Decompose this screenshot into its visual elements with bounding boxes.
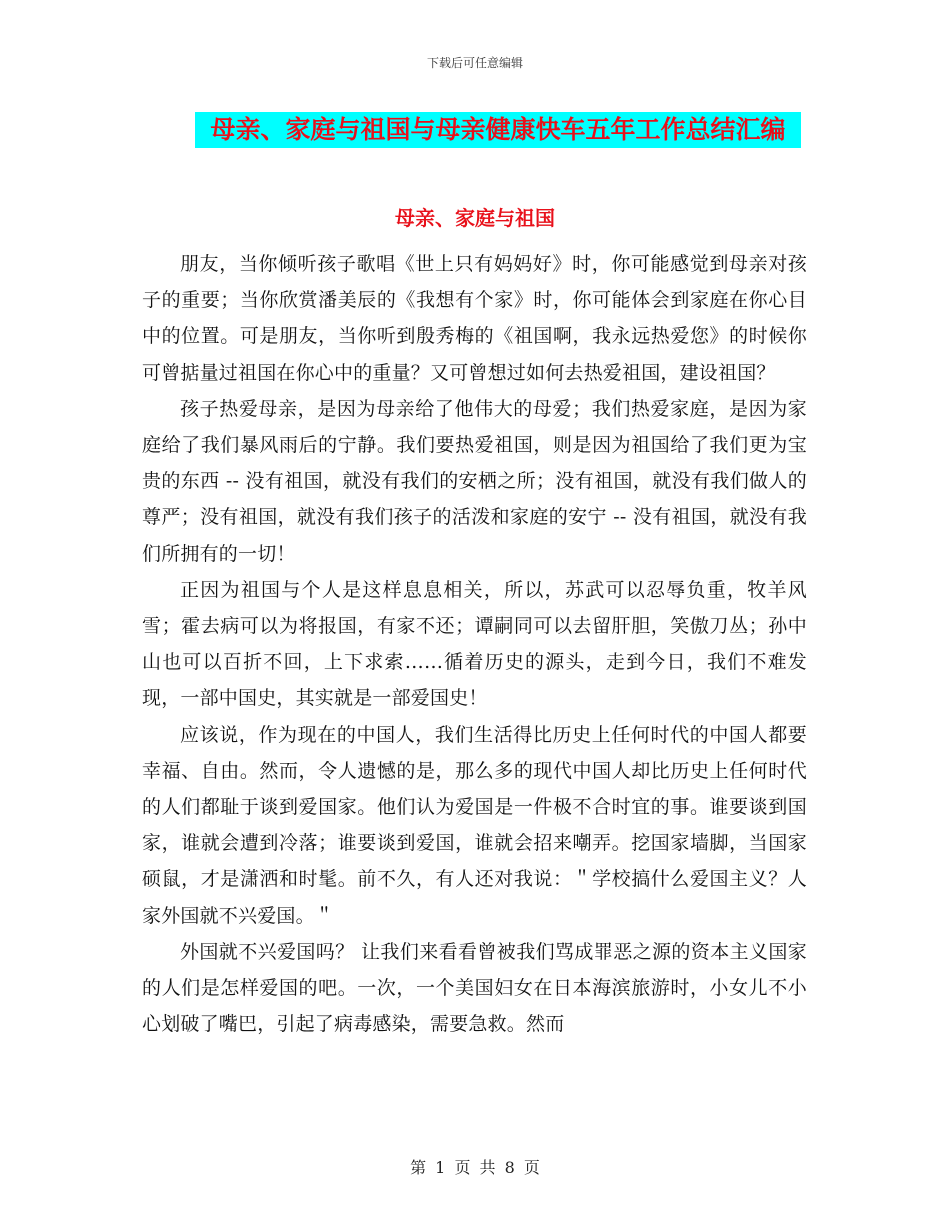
- document-body: [142, 246, 807, 1042]
- page-number: 第 1 页 共 8 页: [410, 1158, 540, 1177]
- paragraph: 正因为祖国与个人是这样息息相关，所以，苏武可以忍辱负重，牧羊风雪；霍去病可以为将报国，有家不还；谭嗣同可以去留肝胆，笑傲刀丛；孙中山也可以百折不回，上下求索……循着历史的源头，走到今日，我们不难发现，一部中国史，其实就是一部爱国史！: [142, 578, 807, 710]
- paragraph: 朋友，当你倾听孩子歌唱《世上只有妈妈好》时，你可能感觉到母亲对孩子的重要；当你欣赏潘美辰的《我想有个家》时，你可能体会到家庭在你心目中的位置。可是朋友，当你听到殷秀梅的《祖国啊，我永远热爱您》的时候你可曾掂量过祖国在你心中的重量？又可曾想过如何去热爱祖国，建设祖国？: [142, 253, 807, 384]
- paragraph: 外国就不兴爱国吗？ 让我们来看看曾被我们骂成罪恶之源的资本主义国家的人们是怎样爱国的吧。一次，一个美国妇女在日本海滨旅游时，小女儿不小心划破了嘴巴，引起了病毒感染，需要急救。然而: [142, 940, 807, 1036]
- document-title: 母亲、家庭与祖国与母亲健康快车五年工作总结汇编: [195, 112, 801, 148]
- page-header-note: 下载后可任意编辑: [426, 56, 523, 70]
- paragraph: 应该说，作为现在的中国人，我们生活得比历史上任何时代的中国人都要幸福、自由。然而，令人遗憾的是，那么多的现代中国人却比历史上任何时代的人们都耻于谈到爱国家。他们认为爱国是一件极不合时宜的事。谁要谈到国家，谁就会遭到冷落；谁要谈到爱国，谁就会招来嘲弄。挖国家墙脚，当国家硕鼠，才是潇洒和时髦。前不久，有人还对我说：＂学校搞什么爱国主义？人家外国就不兴爱国。＂: [142, 723, 807, 927]
- section-title: 母亲、家庭与祖国: [395, 206, 555, 230]
- paragraph: 孩子热爱母亲，是因为母亲给了他伟大的母爱；我们热爱家庭，是因为家庭给了我们暴风雨后的宁静。我们要热爱祖国，则是因为祖国给了我们更为宝贵的东西 -- 没有祖国，就没有我们的安栖之所；没有祖国，就没有我们做人的尊严；没有祖国，就没有我们孩子的活泼和家庭的安宁 -- 没有祖国，就没有我们所拥有的一切！: [142, 397, 807, 565]
